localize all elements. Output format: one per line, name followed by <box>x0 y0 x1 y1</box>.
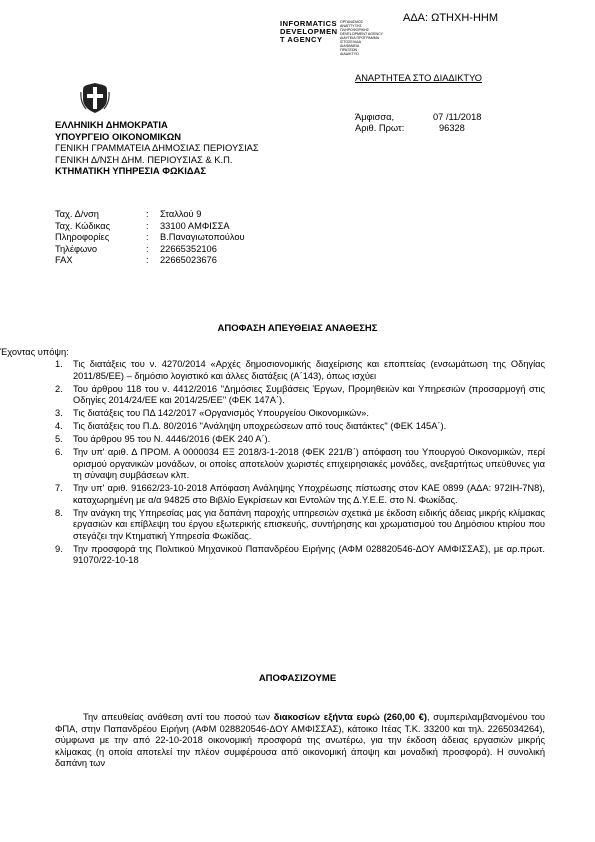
considerations-intro: Έχοντας υπόψη: <box>0 347 69 357</box>
contact-colon: : <box>146 243 149 254</box>
contact-row <box>55 221 245 233</box>
logo-line-3: T AGENCY <box>280 35 323 44</box>
document-info <box>355 112 481 134</box>
item-number: 1. <box>55 359 63 369</box>
publish-note: ΑΝΑΡΤΗΤΕΑ ΣΤΟ ΔΙΑΔΙΚΤΥΟ <box>355 73 482 83</box>
logo-small-line: ΔΙΑΥΓΕΙΑ ΠΡΟΓΡΑΜΜΑ <box>340 36 380 40</box>
contact-row <box>55 255 245 267</box>
logo-small-line: ΙΣΤΟΣΕΛΙΔΑ <box>340 40 361 44</box>
contact-row <box>55 209 245 221</box>
list-item <box>55 434 545 446</box>
item-text: Του άρθρου 95 του Ν. 4446/2016 (ΦΕΚ 240 Α΄). <box>73 434 271 444</box>
document-title: ΑΠΟΦΑΣΗ ΑΠΕΥΘΕΙΑΣ ΑΝΑΘΕΣΗΣ <box>217 323 378 334</box>
contact-row <box>55 244 245 256</box>
decision-title: ΑΠΟΦΑΣΙΖΟΥΜΕ <box>258 673 337 684</box>
item-number: 3. <box>55 408 63 418</box>
item-text: Την υπ' αριθ. 91662/23-10-2018 Απόφαση Ανάληψης Υποχρέωσης πίστωσης στον ΚΑΕ 0899 (ΑΔΑ: 972ΙΗ-7Ν8), καταχωρημένη με α/α 94825 στο Βιβλίο Εγκρίσεων και Εντολών της Δ.Υ.Ε.Ε. στο Ν. Φωκίδας. <box>73 483 545 505</box>
item-text: Την υπ' αριθ. Δ ΠΡΟΜ. Α 0000034 ΕΞ 2018/3-1-2018 (ΦΕΚ 221/Β΄) απόφαση του Υπουργού Οικονομικών, περί ορισμού οργανικών μονάδων, οι οποίες αποτελούν χωριστές επιχειρησιακές μονάδες, ανεξαρτήτως υπεύθυνες για τη σύναψη συμβάσεων κλπ. <box>73 447 545 480</box>
item-number: 4. <box>55 421 63 431</box>
protocol-value: 96328 <box>439 123 465 133</box>
header-line-3: ΓΕΝΙΚΗ ΓΡΑΜΜΑΤΕΙΑ ΔΗΜΟΣΙΑΣ ΠΕΡΙΟΥΣΙΑΣ <box>55 142 259 153</box>
protocol-row <box>355 123 481 134</box>
logo-small-line: ΔΙΑΦΑΝΕΙΑ <box>340 44 360 48</box>
item-text: Του άρθρου 118 του ν. 4412/2016 "Δημόσιες Συμβάσεις Έργων, Προμηθειών και Υπηρεσιών (προσαρμογή στις Οδηγίες 2014/24/ΕΕ και 2014/25/ΕΕ" (ΦΕΚ 147Α΄). <box>73 383 545 405</box>
contact-colon: : <box>146 255 149 265</box>
list-item <box>55 359 545 382</box>
logo-small-line: ΔΙΑΔΙΚΤΥΟ <box>340 52 359 56</box>
list-item <box>55 408 545 420</box>
item-number: 5. <box>55 434 63 444</box>
final-text-2: , συμπεριλαμβανομένου του ΦΠΑ, στην Παπανδρέου Ειρήνη (ΑΦΜ 028820546-ΔΟΥ ΑΜΦΙΣΣΑΣ), κάτοικο Ιτέας Τ.Κ. 33200 και τηλ. 2265034264), σύμφωνα με την από 22-10-2018 οικονομική προσφορά της ανωτέρω, για την έκδοση άδειας εργασιών μικρής κλίμακας (η οποία αποτελεί την πλέον συμφέρουσα από οικονομική άποψη και μοναδική προσφορά). Η συνολική δαπάνη των <box>55 712 545 768</box>
amount-number: (260,00 €) <box>383 712 428 722</box>
greek-coat-of-arms-icon <box>80 82 110 114</box>
issuer-header <box>55 119 259 177</box>
logo-line-1: INFORMATICS <box>280 19 338 28</box>
list-item <box>55 447 545 482</box>
amount-words: διακοσίων εξήντα ευρώ <box>273 712 380 722</box>
header-line-1: ΕΛΛΗΝΙΚΗ ΔΗΜΟΚΡΑΤΙΑ <box>55 119 168 130</box>
contact-label: Ταχ. Κώδικας <box>55 220 111 231</box>
logo-small-line: ΠΛΗΡΟΦΟΡΙΚΗΣ <box>340 28 370 32</box>
contact-colon: : <box>146 220 149 231</box>
item-number: 7. <box>55 483 63 493</box>
logo-small-line: ΑΝΑΠΤΥΞΗΣ <box>340 24 362 28</box>
date-value: 07 /11/2018 <box>433 112 482 122</box>
contact-label: Πληροφορίες <box>55 232 110 242</box>
contact-value: 22665023676 <box>160 255 217 265</box>
informatics-agency-logo <box>280 19 384 56</box>
item-number: 6. <box>55 447 63 457</box>
contact-row <box>55 232 245 244</box>
item-text: Τις διατάξεις του ν. 4270/2014 «Αρχές δημοσιονομικής διαχείρισης και εποπτείας (ενσωμάτωση της Οδηγίας 2011/85/ΕΕ) – δημόσιο λογιστικό και άλλες διατάξεις (Α΄143), όπως ισχύει <box>73 359 545 381</box>
item-text: Την προσφορά της Πολιτικού Μηχανικού Παπανδρέου Ειρήνης (ΑΦΜ 028820546-ΔΟΥ ΑΜΦΙΣΣΑΣ), με αρ.πρωτ. 91070/22-10-18 <box>73 543 545 565</box>
contact-value: 22665352106 <box>160 243 217 254</box>
contact-value: 33100 ΑΜΦΙΣΣΑ <box>160 220 230 231</box>
header-line-2: ΥΠΟΥΡΓΕΙΟ ΟΙΚΟΝΟΜΙΚΩΝ <box>55 130 182 142</box>
protocol-label: Αριθ. Πρωτ: <box>355 123 405 133</box>
contact-label: Ταχ. Δ/νση <box>55 209 99 219</box>
considerations-list <box>55 359 545 568</box>
logo-small-line: ΠΡΑΞΕΩΝ <box>340 48 358 52</box>
item-text: Τις διατάξεις του ΠΔ 142/2017 «Οργανισμός Υπουργείου Οικονομικών». <box>73 408 369 418</box>
item-text: Την ανάγκη της Υπηρεσίας μας για δαπάνη παροχής υπηρεσιών σχετικά με έκδοση ειδικής άδειας μικρής κλίμακας εργασιών και επίβλεψη του έργου εξωτερικής επισκευής, συντήρησης και χρωματισμού του Δημόσιου κτιρίου που στεγάζει την Κτηματική Υπηρεσία Φωκίδας. <box>73 507 545 541</box>
item-number: 2. <box>55 383 63 394</box>
ada-code: ΑΔΑ: ΩΤΗΧΗ-ΗΗΜ <box>402 12 498 24</box>
list-item <box>55 508 545 543</box>
contact-value: Β.Παναγιωτοπούλου <box>160 232 245 242</box>
item-text: Τις διατάξεις του Π.Δ. 80/2016 "Ανάληψη υποχρεώσεων από τους διατάκτες" (ΦΕΚ 145Α΄). <box>73 421 447 431</box>
date-row <box>355 112 481 123</box>
logo-line-2: DEVELOPMEN <box>280 27 338 36</box>
list-item <box>55 384 545 407</box>
item-number: 8. <box>55 507 63 518</box>
list-item <box>55 544 545 567</box>
place-label: Άμφισσα, <box>355 112 395 122</box>
list-item <box>55 483 545 506</box>
list-item <box>55 421 545 433</box>
header-line-4: ΓΕΝΙΚΗ Δ/ΝΣΗ ΔΗΜ. ΠΕΡΙΟΥΣΙΑΣ & Κ.Π. <box>55 153 233 165</box>
contact-value: Σταλλού 9 <box>160 209 202 219</box>
decision-paragraph <box>55 712 545 770</box>
contact-block <box>55 209 245 267</box>
item-number: 9. <box>55 543 63 554</box>
contact-colon: : <box>146 209 149 219</box>
final-text-1: Την απευθείας ανάθεση αντί του ποσού των <box>83 712 274 722</box>
contact-label: Τηλέφωνο <box>55 243 98 254</box>
contact-colon: : <box>146 232 149 242</box>
logo-small-line: DEVELOPMENT AGENCY <box>340 32 384 36</box>
logo-small-line: ΟΡΓΑΝΙΣΜΟΣ <box>340 20 364 24</box>
contact-label: FAX <box>55 255 73 265</box>
logo-small-text <box>340 20 400 56</box>
header-line-5: ΚΤΗΜΑΤΙΚΗ ΥΠΗΡΕΣΙΑ ΦΩΚΙΔΑΣ <box>55 165 207 176</box>
